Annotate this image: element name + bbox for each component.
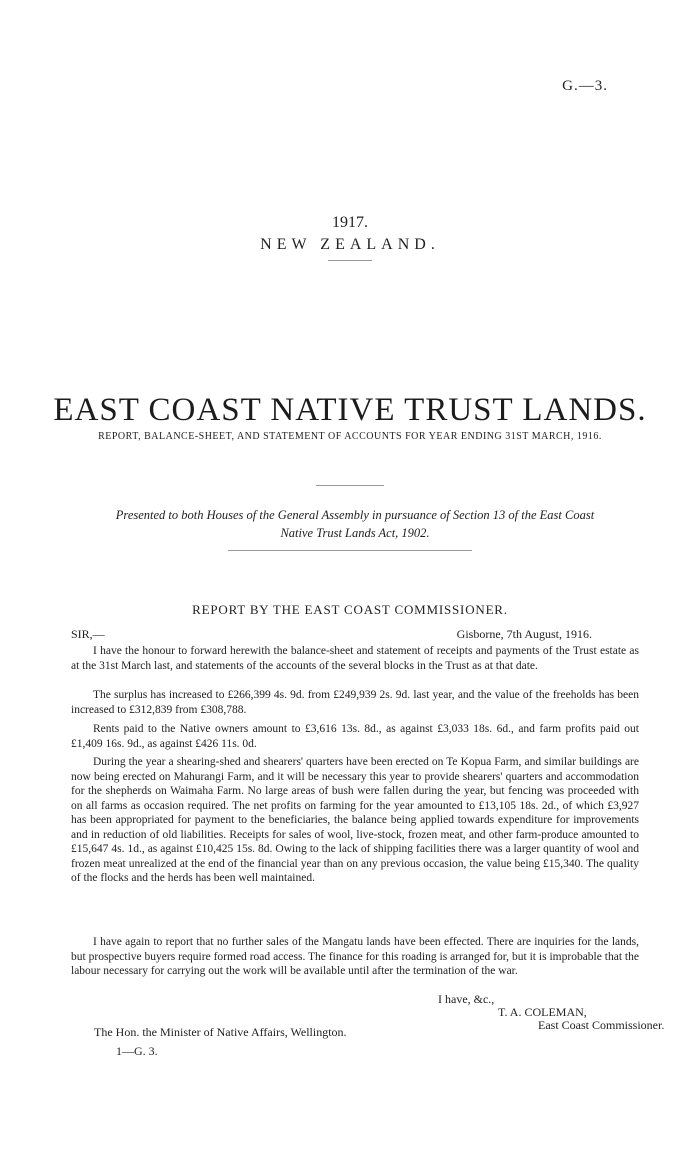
report-paragraph <box>71 755 639 886</box>
country-name: NEW ZEALAND. <box>260 236 440 253</box>
report-paragraph <box>71 935 639 979</box>
page-title: EAST COAST NATIVE TRUST LANDS. <box>53 392 647 428</box>
dateline: Gisborne, 7th August, 1916. <box>456 627 592 641</box>
signatory-name: T. A. COLEMAN, <box>498 1005 587 1019</box>
divider-rule <box>316 485 384 486</box>
presentation-note-line: Presented to both Houses of the General Assembly in pursuance of Section 13 of the East Coast <box>115 508 595 522</box>
report-heading: REPORT BY THE EAST COAST COMMISSIONER. <box>192 602 508 617</box>
report-year: 1917. <box>332 214 368 231</box>
paragraph-text: During the year a shearing-shed and shearers' quarters have been erected on Te Kopua Farm, and similar buildings are now being erected on Mahurangi Farm, and it will be necessary this year to provide shearers' quarters and accommodation for the shepherds on Waimaha Farm. No large areas of bush were fallen during the year, but fencing was proceeded with on all farms as occasion required. The net profits on farming for the year amounted to £13,105 18s. 2d., of which £3,927 has been appropriated for payment to the beneficiaries, the balance being applied towards expenditure for improvements and in reduction of old liabilities. Receipts for sales of wool, live-stock, frozen meat, and other farm-produce amounted to £15,647 4s. 1d., as against £10,425 15s. 8d. Owing to the lack of shipping facilities there was a larger quantity of wool and frozen meat unrealized at the end of the financial year than on any previous occasion, the value being £15,340. The quality of the flocks and the herds has been well maintained. <box>71 756 639 884</box>
recipient: The Hon. the Minister of Native Affairs, Wellington. <box>94 1025 347 1039</box>
salutation: SIR,— <box>71 627 105 641</box>
divider-rule <box>228 550 472 551</box>
paragraph-text: I have again to report that no further sales of the Mangatu lands have been effected. There are inquiries for the lands, but prospective buyers require formed road access. The finance for this roading is arranged for, but it is improbable that the labour necessary for carrying out the work will be available until after the termination of the war. <box>71 936 639 977</box>
report-paragraph <box>71 722 639 751</box>
closing: I have, &c., <box>438 992 495 1006</box>
presentation-note <box>90 506 620 542</box>
paragraph-text: The surplus has increased to £266,399 4s. 9d. from £249,939 2s. 9d. last year, and the value of the freeholds has been increased to £312,839 from £308,788. <box>71 689 639 716</box>
presentation-note-line: Native Trust Lands Act, 1902. <box>280 526 430 540</box>
document-reference: G.—3. <box>562 78 608 94</box>
signatory-title: East Coast Commissioner. <box>538 1018 665 1032</box>
report-paragraph <box>71 688 639 717</box>
page-reference: 1—G. 3. <box>116 1044 158 1058</box>
paragraph-text: I have the honour to forward herewith the balance-sheet and statement of receipts and payments of the Trust estate as at the 31st March last, and statements of the accounts of the several blocks in the Trust as at that date. <box>71 645 639 672</box>
divider-rule <box>328 260 372 261</box>
report-paragraph <box>71 644 639 673</box>
page-subtitle: REPORT, BALANCE-SHEET, AND STATEMENT OF ACCOUNTS FOR YEAR ENDING 31ST MARCH, 1916. <box>98 431 602 442</box>
paragraph-text: Rents paid to the Native owners amount to £3,616 13s. 8d., as against £3,033 18s. 6d., and farm profits paid out £1,409 16s. 9d., as against £426 11s. 0d. <box>71 723 639 750</box>
